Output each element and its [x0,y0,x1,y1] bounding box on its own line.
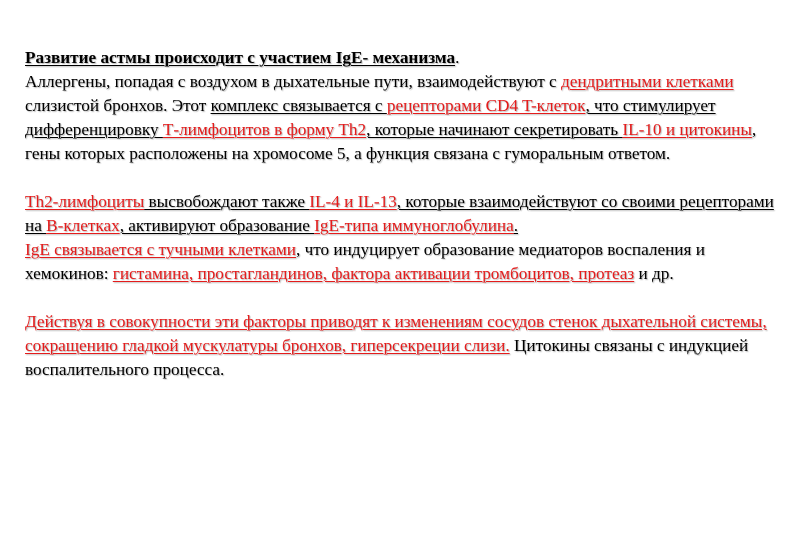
term-b-cells: В-клетках [46,216,120,235]
heading-period: . [455,48,460,67]
paragraph-th2 [25,190,785,286]
paragraph-asthma-mechanism [25,46,785,166]
paragraph-gap [25,166,785,190]
term-th2: Th2-лимфоциты [25,192,145,211]
heading-asthma-ige: Развитие астмы происходит с участием IgE- механизма [25,48,456,67]
term-combined-effects: Действуя в совокупности эти факторы приводят к изменениям сосудов стенок дыхательной системы, сокращению гладкой мускулатуры бронхов, гиперсекреции слизи. [25,312,767,355]
text-run: , что индуцирует образование медиаторов воспаления и хемокинов: [25,240,705,283]
text-run: Аллергены, попадая с воздухом в дыхательные пути, взаимодействуют с [25,72,561,91]
term-ige-immunoglobulin: IgE-типа иммуноглобулина [314,216,514,235]
text-run: , которые взаимодействуют со своими рецепторами на [25,192,774,235]
text-run: Цитокины связаны с индукцией воспалительного процесса. [25,336,749,379]
text-run: , активируют образование [119,216,315,235]
slide-text-body [25,46,785,382]
text-run: , что стимулирует дифференцировку [25,96,716,139]
term-ige-mast-cells: IgE связывается с тучными клетками [25,240,296,259]
paragraph-effects [25,310,785,382]
text-run: . [513,216,519,235]
term-th2-lymphocytes: Т-лимфоцитов в форму Th2 [162,120,367,139]
text-run: , которые начинают секретировать [366,120,623,139]
text-run: , гены которых расположены на хромосоме 5, а функция связана с гуморальным ответом. [25,120,757,163]
term-mediators: гистамина, простагландинов, фактора активации тромбоцитов, протеаз [112,264,635,283]
term-dendritic-cells: дендритными клетками [560,72,734,91]
term-cd4-receptors: рецепторами CD4 T-клеток [386,96,586,115]
term-il4-il13: IL-4 и IL-13 [309,192,397,211]
text-run: высвобождают также [144,192,310,211]
term-complex: комплекс связывается с [210,96,387,115]
paragraph-gap [25,286,785,310]
term-il10-cytokines: IL-10 и цитокины [622,120,752,139]
text-run: и др. [634,264,674,283]
text-run: слизистой бронхов. Этот [25,96,211,115]
